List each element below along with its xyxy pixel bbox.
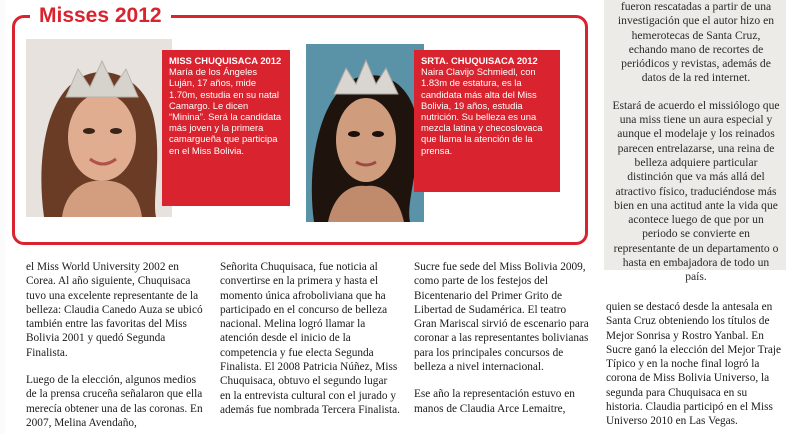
column-1-paragraph-1: el Miss World University 2002 en Corea. Al año siguiente, Chuquisaca tuvo una excelente representante de la belleza: Claudia Canedo Auza se ubicó también entre las favoritas del Miss Bolivia 2001 y quedó Segunda Finalista. [26, 261, 203, 359]
caption-2-text: Naira Clavijo Schmiedl, con 1.83m de estatura, es la candidata más alta del Miss Bolivia, 19 años, estudia nutrición. Su belleza es una mezcla latina y checoslovaca que llama la atención de la prensa. [421, 66, 543, 156]
feature-title: Misses 2012 [30, 4, 171, 28]
portrait-1-image [26, 39, 172, 217]
column-3-paragraph-2: Ese año la representación estuvo en manos de Claudia Arce Lemaitre, [414, 388, 575, 415]
column-4-paragraph-1: quien se destacó desde la antesala en Santa Cruz obteniendo los títulos de Mejor Sonrisa y Rostro Yanbal. En Sucre ganó la elección del Mejor Traje Típico y en la noche final logró la corona de Miss Bolivia Universo, la segunda para Chuquisaca en su historia. Claudia participó en el Miss Universo 2010 en Las Vegas. [606, 301, 782, 428]
text-column-2 [220, 260, 400, 430]
column-3-paragraph-1: Sucre fue sede del Miss Bolivia 2009, como parte de los festejos del Bicentenario del Primer Grito de Libertad de Sudamérica. El teatro Gran Mariscal sirvió de escenario para coronar a las representantes bolivianas para los principales concursos de belleza a nivel internacional. [414, 261, 589, 374]
caption-1-text: María de los Ángeles Luján, 17 años, mide 1.70m, estudia en su natal Camargo. Le dicen “Minina”. Será la candidata más joven y la primera camargueña que participa en el Miss Bolivia. [169, 66, 282, 156]
page-edge [0, 0, 5, 434]
text-column-4 [606, 300, 786, 434]
sidebar-paragraph-2: Estará de acuerdo el missiólogo que una miss tiene un aura especial y aunque el modelaje y los reinados parecen entrelazarse, una reina de belleza adquiere particular distinción que va más allá del atractivo físico, traduciéndose más bien en una actitud ante la vida que acontece luego de que por un periodo se convierte en representante de un departamento o hasta en embajadora de todo un país. [612, 98, 780, 284]
portrait-2-image [306, 44, 424, 222]
column-1-paragraph-2: Luego de la elección, algunos medios de la prensa cruceña señalaron que ella merecía obtener una de las coronas. En 2007, Melina Avendaño, [26, 374, 203, 429]
caption-miss-chuquisaca [162, 50, 290, 206]
caption-2-name: SRTA. CHUQUISACA 2012 [421, 55, 538, 66]
sidebar-text [611, 0, 781, 298]
column-2-paragraph-1: Señorita Chuquisaca, fue noticia al convertirse en la primera y hasta el momento única afroboliviana que ha participado en el concurso de belleza nacional. Melina logró llamar la atención desde el inicio de la competencia y fue electa Segunda Finalista. El 2008 Patricia Núñez, Miss Chuquisaca, obtuvo el segundo lugar en la entrevista cultural con el jurado y además fue nombrada Tercera Finalista. [220, 261, 400, 416]
caption-1-name: MISS CHUQUISACA 2012 [169, 55, 282, 66]
photo-miss-chuquisaca [26, 39, 172, 217]
photo-srta-chuquisaca [306, 44, 424, 222]
text-column-1 [26, 260, 206, 434]
sidebar-paragraph-1: fueron rescatadas a partir de una investigación que el autor hizo en hemerotecas de Santa Cruz, echando mano de recortes de periódicos y revistas, además de datos de la red internet. [617, 0, 775, 85]
caption-srta-chuquisaca [414, 50, 560, 192]
text-column-3 [414, 260, 590, 429]
